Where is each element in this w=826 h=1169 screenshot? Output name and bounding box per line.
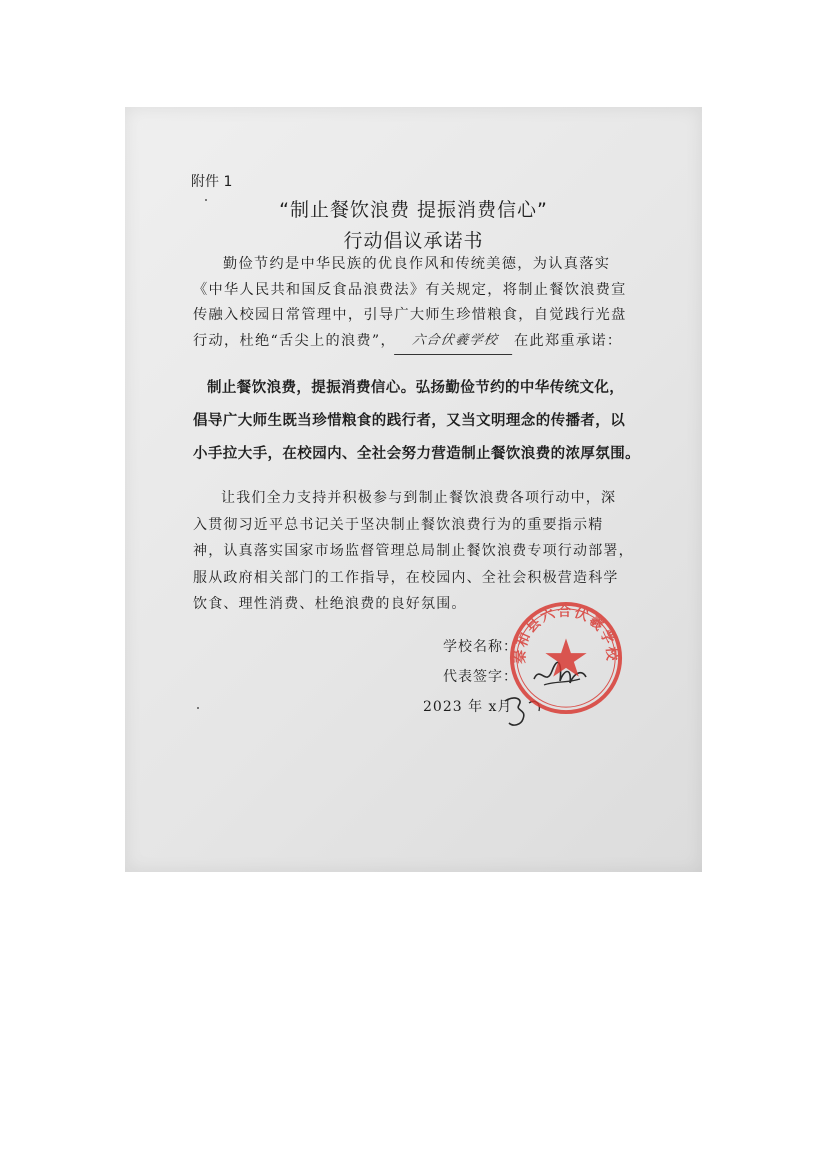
support-line: 让我们全力支持并积极参与到制止餐饮浪费各项行动中，深 xyxy=(221,490,617,506)
scanned-document-photo xyxy=(125,107,702,872)
support-line: 入贯彻习近平总书记关于坚决制止餐饮浪费行为的重要指示精 xyxy=(193,516,604,533)
document-title: “制止餐饮浪费 提振消费信心” xyxy=(279,199,548,221)
support-line: 饮食、理性消费、杜绝浪费的良好氛围。 xyxy=(193,596,467,612)
intro-paragraph xyxy=(193,252,648,355)
support-line: 服从政府相关部门的工作指导，在校园内、全社会积极营造科学 xyxy=(193,569,619,586)
scan-speck xyxy=(205,199,207,201)
intro-line: 《中华人民共和国反食品浪费法》有关规定，将制止餐饮浪费宣 xyxy=(193,281,627,298)
handwritten-school-name: 六合伏羲学校 xyxy=(394,328,516,355)
intro-line-suffix: 在此郑重承诺： xyxy=(513,332,623,349)
signature-date: 2023 年 ⅹ月 xyxy=(423,699,513,715)
intro-line-with-blank xyxy=(193,329,648,356)
intro-line: 勤俭节约是中华民族的优良作风和传统美德，为认真落实 xyxy=(223,256,611,272)
document-subtitle: 行动倡议承诺书 xyxy=(343,230,484,252)
official-seal-stamp xyxy=(507,599,625,717)
support-paragraph xyxy=(193,485,653,618)
intro-line: 传融入校园日常管理中，引导广大师生珍惜粮食，自觉践行光盘 xyxy=(193,307,627,323)
support-line: 神，认真落实国家市场监督管理总局制止餐饮浪费专项行动部署， xyxy=(193,543,634,559)
seal-text: 秦和县六合伏羲学校 xyxy=(512,603,620,664)
intro-line-prefix: 行动，杜绝“舌尖上的浪费”， xyxy=(193,332,396,349)
scan-speck xyxy=(197,707,199,709)
commitment-line: 倡导广大师生既当珍惜粮食的践行者，又当文明理念的传播者，以 xyxy=(193,413,626,429)
commitment-paragraph xyxy=(193,372,653,471)
commitment-line: 小手拉大手，在校园内、全社会努力营造制止餐饮浪费的浓厚氛围。 xyxy=(193,446,640,462)
representative-signature-label: 代表签字： xyxy=(443,669,518,685)
commitment-line: 制止餐饮浪费，提振消费信心。弘扬勤俭节约的中华传统文化， xyxy=(207,380,625,396)
attachment-label: 附件 1 xyxy=(191,174,233,190)
school-name-label: 学校名称： xyxy=(443,639,518,655)
